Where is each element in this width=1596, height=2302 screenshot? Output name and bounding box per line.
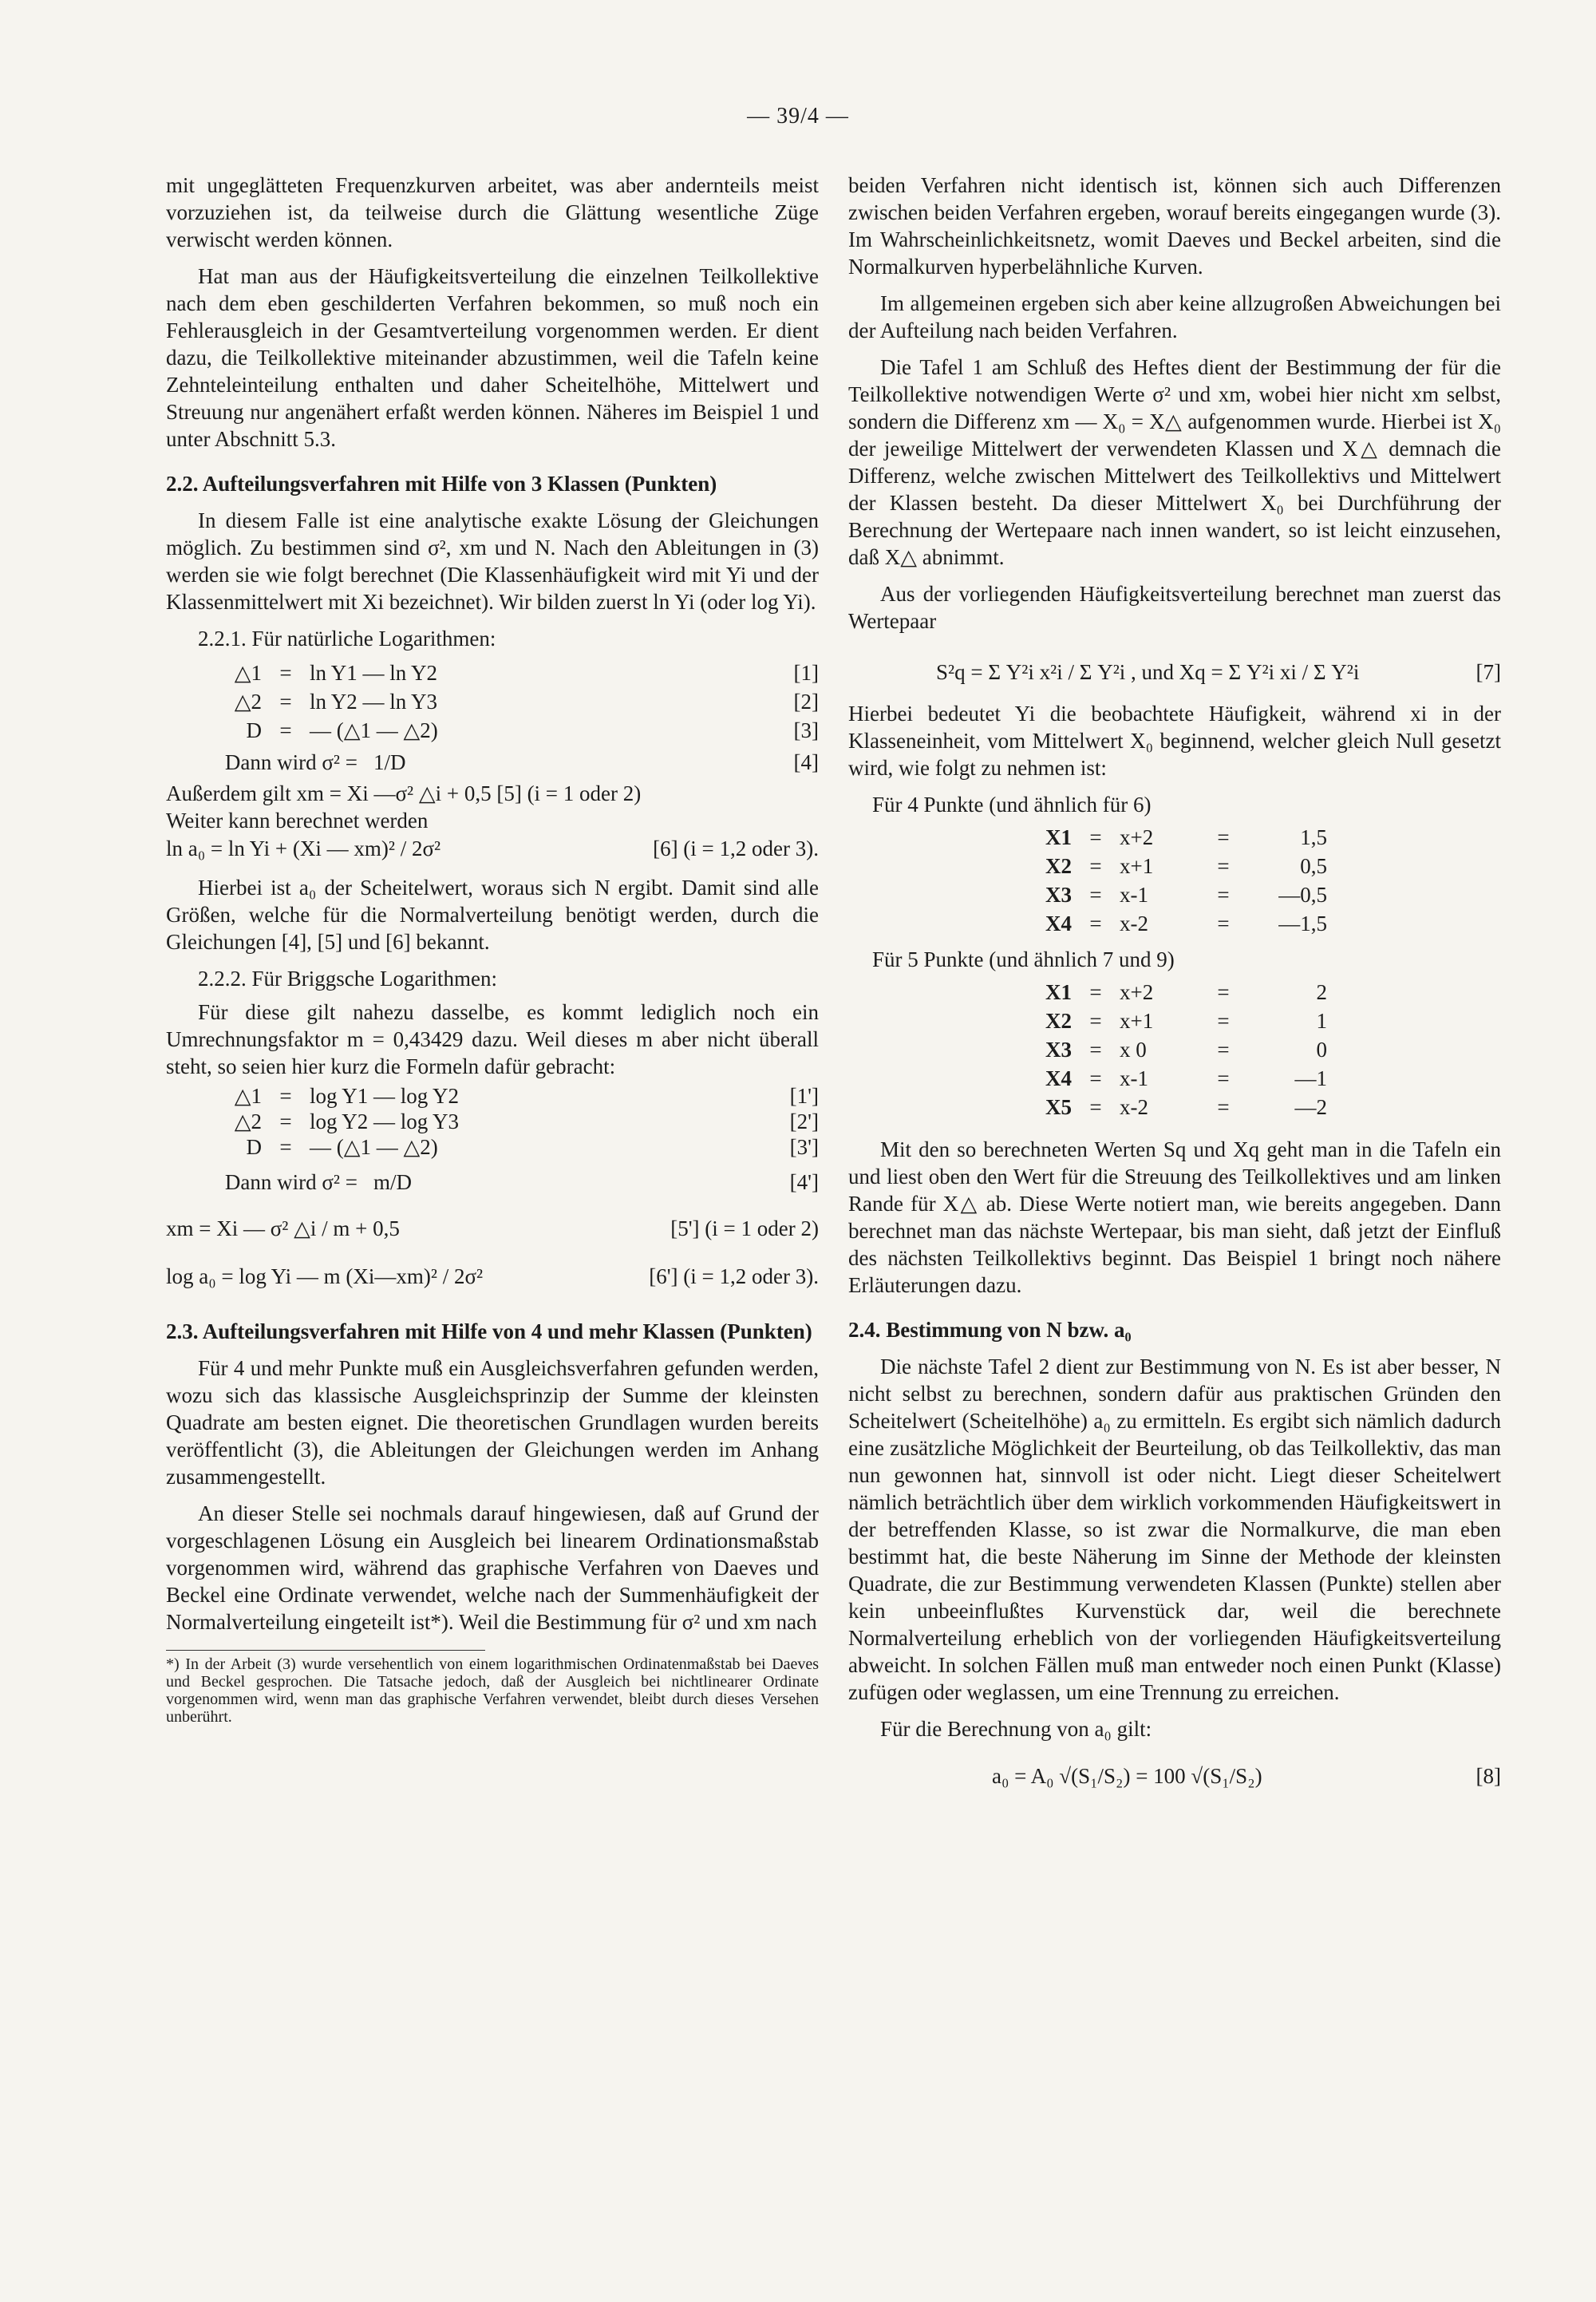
formula-3: D = — (△1 — △2) [3] [166,716,819,745]
right-paragraph-7: Die nächste Tafel 2 dient zur Bestimmung von N. Es ist aber besser, N nicht selbst zu berechnen, sondern dafür aus praktischen Gründen den Scheitelwert (Scheitelhöhe) a₀ zu ermitteln. Es ergibt sich nämlich dadurch eine zusätzliche Möglichkeit der Beurteilung, ob das Teilkollektiv, das man nun gewonnen hat, sinnvoll ist oder nicht. Liegt dieser Scheitelwert nämlich beträchtlich über dem wirklich vorkommenden Häufigkeitswert in der betreffenden Klasse, so ist zwar die Normalkurve, die man eben bestimmt hat, die beste Näherung im Sinne der Methode der kleinsten Quadrate, die zur Bestimmung verwendeten Klassen (Punkte) stellen aber kein unbeeinflußtes Kurvenstück dar, weil die berechnete Normalverteilung erheblich von der vorliegenden Häufigkeitsverteilung abweicht. In solchen Fällen muß man entweder noch einen Punkt (Klasse) zufügen oder weglassen, um eine Trennung zu erreichen. [848,1355,1501,1704]
table-5-points [848,978,1501,1121]
formula-3-prime-rhs: — (△1 — △2) [310,1135,438,1159]
formula-2-prime-lhs: △2 [234,1109,262,1133]
formula-2-prime: △2 = log Y2 — log Y3 [2'] [166,1109,819,1134]
formula-3-number: [3] [793,718,819,742]
right-paragraph-5: Hierbei bedeutet Yi die beobachtete Häufigkeit, während xi in der Klasseneinheit, vom Mittelwert X₀ beginnend, welcher gleich Null gesetzt wird, wie folgt zu nehmen ist: [848,702,1501,780]
formula-2-prime-rhs: log Y2 — log Y3 [310,1109,459,1133]
formula-2-number: [2] [793,690,819,714]
table-row: X4 = x-2 = —1,5 [1045,912,1327,935]
formula-1-prime: △1 = log Y1 — log Y2 [1'] [166,1083,819,1109]
formula-4-number: [4] [793,750,819,774]
formula-8-number: [8] [1476,1764,1501,1788]
formula-6-prime-number: [6'] (i = 1,2 oder 3). [649,1264,819,1288]
formula-1-number: [1] [793,661,819,685]
formula-8 [848,1752,1501,1800]
formula-1-prime-rhs: log Y1 — log Y2 [310,1084,459,1108]
table-4-points [848,823,1501,938]
formula-6-intro: Weiter kann berechnet werden [166,809,429,833]
formula-2-rhs: ln Y2 — ln Y3 [310,690,437,714]
formula-3-prime: D = — (△1 — △2) [3'] [166,1134,819,1160]
formula-6-prime [166,1252,819,1300]
table-row: X4 = x-1 = —1 [1045,1066,1327,1090]
formula-6-expression: ln a₀ = ln Yi + (Xi — xm)² / 2σ² [166,837,441,860]
formula-6 [166,834,819,863]
formula-1: △1 = ln Y1 — ln Y2 [1] [166,659,819,687]
left-paragraph-5: Für diese gilt nahezu dasselbe, es kommt lediglich noch ein Umrechnungsfaktor m = 0,43429 dazu. Weil dieses m aber nicht überall steht, so seien hier kurz die Formeln dafür gebracht: [166,1000,819,1078]
formula-4-prime [166,1160,819,1204]
section-2-2-heading: 2.2. Aufteilungsverfahren mit Hilfe von 3 Klassen (Punkten) [166,472,717,496]
formula-6-prime-expression: log a₀ = log Yi — m (Xi—xm)² / 2σ² [166,1264,484,1288]
formula-3-lhs: D [246,718,262,742]
formula-5-line: Außerdem gilt xm = Xi —σ² △i + 0,5 [5] (i = 1 oder 2) [166,781,642,805]
left-paragraph-2: Hat man aus der Häufigkeitsverteilung die einzelnen Teilkollektive nach dem eben geschilderten Verfahren bekommen, so muß noch ein Fehlerausgleich in der Gesamtverteilung vorgenommen werden. Er dient dazu, die Teilkollektive miteinander abzustimmen, weil die Tafeln keine Zehnteleinteilung enthalten und daher Scheitelhöhe, Mittelwert und Streuung nur angenähert erfaßt werden können. Näheres im Beispiel 1 und unter Abschnitt 5.3. [166,264,819,451]
left-paragraph-7: An dieser Stelle sei nochmals darauf hingewiesen, daß auf Grund der vorgeschlagenen Lösung ein Ausgleich bei linearem Ordinationsmaßstab vorgenommen wird, während das graphische Verfahren von Daeves und Beckel eine Ordinate verwendet, welche nach der Summenhäufigkeit der Normalverteilung eingeteilt ist*). Weil die Bestimmung für σ² und xm nach [166,1501,819,1634]
formula-2-lhs: △2 [234,690,262,714]
section-2-4-heading: 2.4. Bestimmung von N bzw. a₀ [848,1318,1132,1342]
formula-1-rhs: ln Y1 — ln Y2 [310,661,437,685]
formula-5-prime-number: [5'] (i = 1 oder 2) [670,1216,819,1240]
right-paragraph-2: Im allgemeinen ergeben sich aber keine allzugroßen Abweichungen bei der Aufteilung nach beiden Verfahren. [848,291,1501,342]
formula-4-prime-lhs: Dann wird σ² = [224,1170,358,1194]
formula-7-number: [7] [1476,660,1501,684]
formula-7 [848,644,1501,700]
right-column [848,172,1501,1800]
formula-7-expression: S²q = Σ Y²i x²i / Σ Y²i , und Xq = Σ Y²i xi / Σ Y²i [936,660,1360,684]
left-paragraph-4: Hierbei ist a₀ der Scheitelwert, woraus sich N ergibt. Damit sind alle Größen, welche für die Normalverteilung benötigt werden, durch die Gleichungen [4], [5] und [6] bekannt. [166,876,819,954]
right-paragraph-6: Mit den so berechneten Werten Sq und Xq geht man in die Tafeln ein und liest oben den Wert für die Streuung des Teilkollektives und am linken Rande für X△ ab. Diese Werte notiert man, wie bereits angegeben. Dann berechnet man das nächste Wertepaar, bis man sieht, daß jetzt der Einfluß des nächsten Teilkollektivs beginnt. Das Beispiel 1 bringt noch nähere Erläuterungen dazu. [848,1137,1501,1297]
formula-4-prime-number: [4'] [789,1170,819,1194]
table-row: X5 = x-2 = —2 [1045,1095,1327,1119]
table-row: X3 = x 0 = 0 [1045,1038,1327,1062]
formula-2-prime-number: [2'] [789,1109,819,1133]
section-2-3-heading: 2.3. Aufteilungsverfahren mit Hilfe von 4 und mehr Klassen (Punkten) [166,1319,812,1343]
subsection-2-2-1: 2.2.1. Für natürliche Logarithmen: [198,627,496,651]
right-paragraph-3: Die Tafel 1 am Schluß des Heftes dient der Bestimmung der für die Teilkollektive notwendigen Werte σ² und xm, wobei hier nicht xm selbst, sondern die Differenz xm — X₀ = X△ aufgenommen wurde. Hierbei ist X₀ der jeweilige Mittelwert der verwendeten Klassen und X△ demnach die Differenz, welche zwischen Mittelwert des Teilkollektivs und Mittelwert der Klassen besteht. Da dieser Mittelwert X₀ bei Durchführung der Berechnung der Wertepaare nach innen wandert, so ist leicht einzusehen, daß X△ abnimmt. [848,355,1501,569]
table-row: X1 = x+2 = 2 [1045,980,1327,1004]
table-row: X1 = x+2 = 1,5 [1045,825,1327,849]
left-paragraph-6: Für 4 und mehr Punkte muß ein Ausgleichsverfahren gefunden werden, wozu sich das klassische Ausgleichsprinzip der Summe der kleinsten Quadrate am besten eignet. Die theoretischen Grundlagen wurden bereits veröffentlicht (3), die Ableitungen der Gleichungen werden im Anhang zusammengestellt. [166,1356,819,1489]
formula-1-lhs: △1 [234,661,262,685]
formula-8-expression: a₀ = A₀ √(S₁/S₂) = 100 √(S₁/S₂) [992,1764,1262,1788]
formula-4-lhs: Dann wird σ² = [224,750,358,774]
right-paragraph-1: beiden Verfahren nicht identisch ist, können sich auch Differenzen zwischen beiden Verfahren ergeben, worauf bereits eingegangen wurde (3). Im Wahrscheinlichkeitsnetz, womit Daeves und Beckel arbeiten, sind die Normalkurven hyperbelähnliche Kurven. [848,173,1501,279]
formula-2: △2 = ln Y2 — ln Y3 [2] [166,687,819,716]
table-row: X2 = x+1 = 0,5 [1045,854,1327,878]
formula-1-prime-lhs: △1 [234,1084,262,1108]
table-row: X3 = x-1 = —0,5 [1045,883,1327,907]
table-5-points-title: Für 5 Punkte (und ähnlich 7 und 9) [872,947,1175,971]
right-paragraph-8: Für die Berechnung von a₀ gilt: [880,1717,1152,1741]
subsection-2-2-2: 2.2.2. Für Briggsche Logarithmen: [198,967,497,991]
right-paragraph-4: Aus der vorliegenden Häufigkeitsverteilung berechnet man zuerst das Wertepaar [848,582,1501,633]
page-number: — 39/4 — [747,104,849,129]
footnote-rule [166,1650,485,1655]
formula-5-prime [166,1204,819,1252]
formula-1-prime-number: [1'] [789,1084,819,1108]
left-paragraph-3: In diesem Falle ist eine analytische exakte Lösung der Gleichungen möglich. Zu bestimmen sind σ², xm und N. Nach den Ableitungen in (3) werden sie wie folgt berechnet (Die Klassenhäufigkeit wird mit Yi und der Klassenmittelwert mit Xi bezeichnet). Wir bilden zuerst ln Yi (oder log Yi). [166,508,819,614]
formula-6-number: [6] (i = 1,2 oder 3). [653,837,819,860]
table-4-points-title: Für 4 Punkte (und ähnlich für 6) [872,793,1152,817]
left-paragraph-1: mit ungeglätteten Frequenzkurven arbeitet, was aber andernteils meist vorzuziehen ist, da teilweise durch die Glättung wesentliche Züge verwischt werden können. [166,173,819,251]
footnote: *) In der Arbeit (3) wurde versehentlich von einem logarithmischen Ordinatenmaßstab bei Daeves und Beckel gesprochen. Die Tatsache jedoch, daß der Ausgleich bei nichtlinearer Ordinate vorgenommen wird, wenn man das graphische Verfahren verwendet, bleibt durch dieses Versehen unberührt. [166,1655,819,1726]
left-column [166,172,819,1726]
formula-4-prime-rhs: m/D [373,1170,413,1194]
formula-4-rhs: 1/D [373,750,406,774]
formula-5-prime-expression: xm = Xi — σ² △i / m + 0,5 [166,1216,400,1240]
formula-3-prime-lhs: D [246,1135,262,1159]
formula-3-prime-number: [3'] [789,1135,819,1159]
formula-4 [166,745,819,780]
formula-3-rhs: — (△1 — △2) [310,718,438,742]
table-row: X2 = x+1 = 1 [1045,1009,1327,1033]
